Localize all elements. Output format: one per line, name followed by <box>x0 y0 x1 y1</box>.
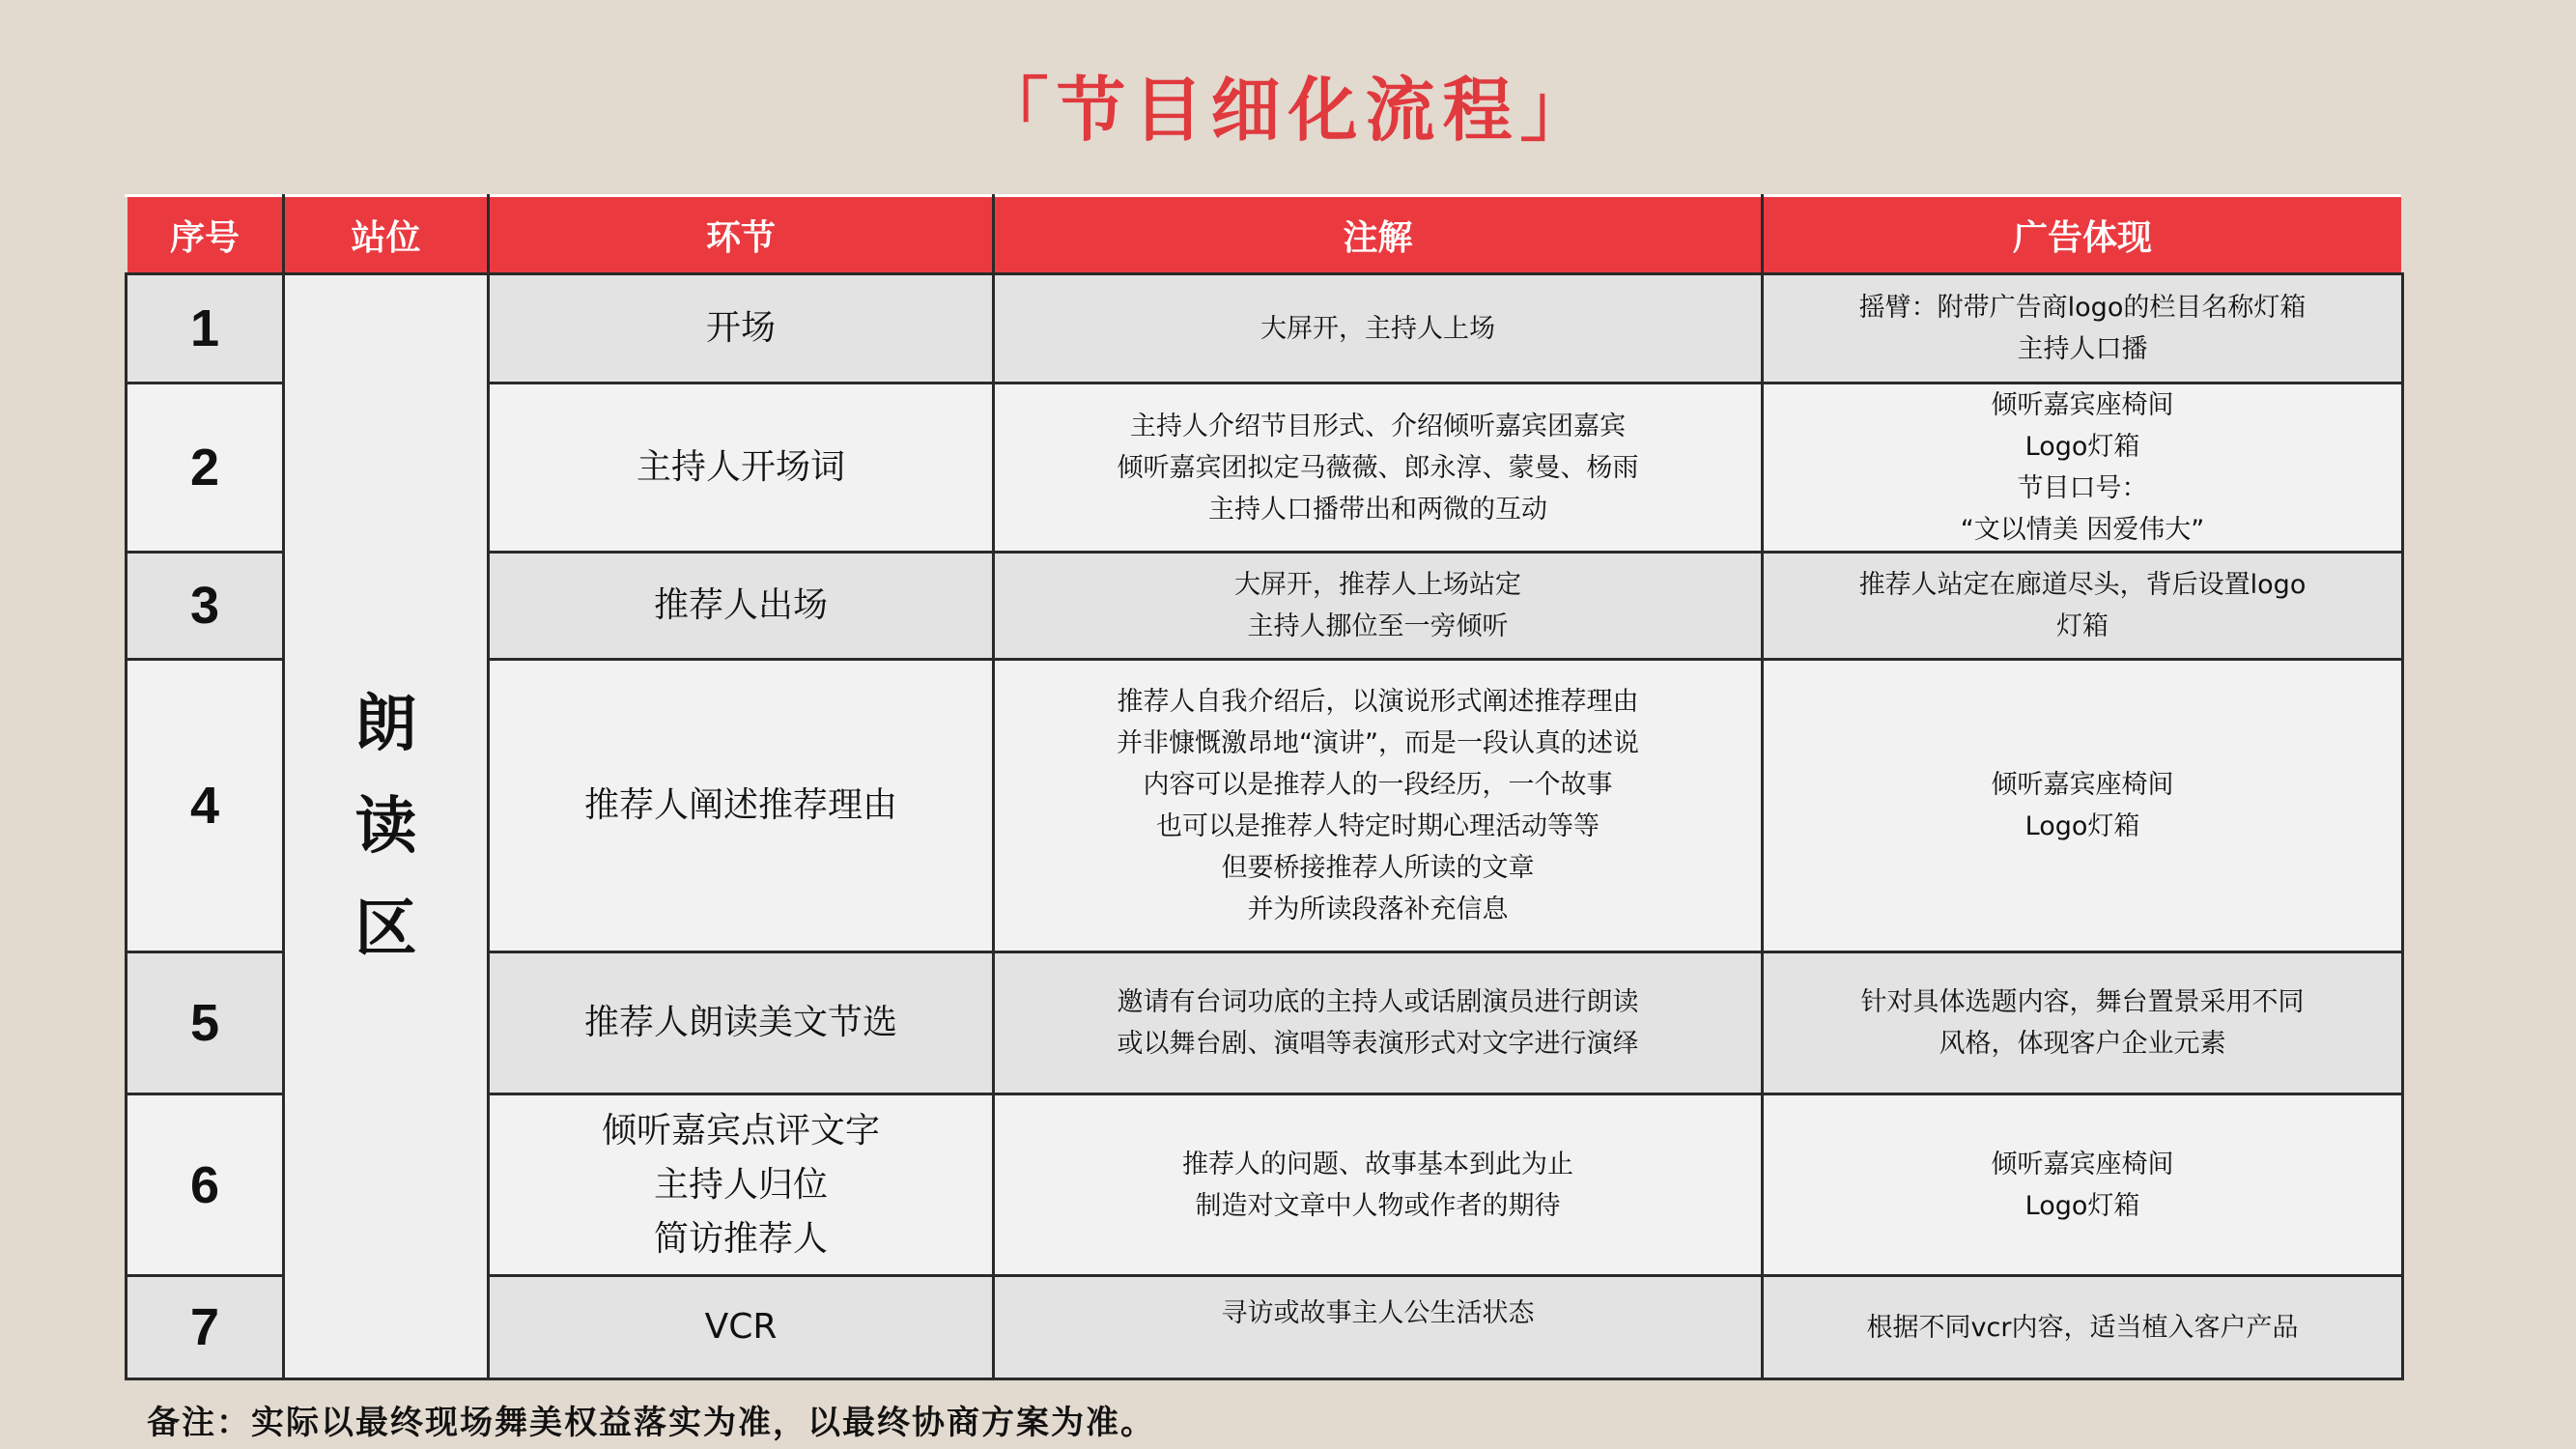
note-line: 大屏开，推荐人上场站定 <box>1234 570 1521 600</box>
table-header-row <box>127 196 2403 274</box>
note-line: 推荐人的问题、故事基本到此为止 <box>1182 1149 1573 1179</box>
note-cell <box>994 1094 1763 1276</box>
ad-cell <box>1763 384 2403 553</box>
ad-line: 风格，体现客户企业元素 <box>1939 1029 2226 1059</box>
note-line: 寻访或故事主人公生活状态 <box>1221 1298 1535 1328</box>
step-text: 推荐人朗读美文节选 <box>583 1003 897 1042</box>
ad-line: 摇臂：附带广告商logo的栏目名称灯箱 <box>1858 293 2307 323</box>
row-number: 7 <box>127 1276 284 1379</box>
step-cell <box>489 384 994 553</box>
ad-line: Logo灯箱 <box>2024 811 2140 841</box>
header-station: 站位 <box>284 196 489 274</box>
header-note: 注解 <box>994 196 1763 274</box>
row-number: 4 <box>127 660 284 952</box>
row-number: 2 <box>127 384 284 553</box>
note-cell <box>994 384 1763 553</box>
note-cell <box>994 952 1763 1094</box>
ad-line: 推荐人站定在廊道尽头，背后设置logo <box>1858 570 2307 600</box>
note-line: 主持人口播带出和两微的互动 <box>1208 494 1547 525</box>
step-cell <box>489 1094 994 1276</box>
ad-line: 节目口号： <box>2017 473 2148 503</box>
station-cell <box>284 274 489 1379</box>
note-cell <box>994 660 1763 952</box>
ad-cell <box>1763 1094 2403 1276</box>
footnote-remark: 备注：实际以最终现场舞美权益落实为准，以最终协商方案为准。 <box>147 1404 1155 1442</box>
note-cell <box>994 274 1763 384</box>
ad-line: 根据不同vcr内容，适当植入客户产品 <box>1866 1312 2299 1343</box>
station-char: 朗 <box>354 688 417 760</box>
ad-line: 针对具体选题内容，舞台置景采用不同 <box>1860 987 2305 1017</box>
note-line: 或以舞台剧、演唱等表演形式对文字进行演绎 <box>1117 1029 1639 1059</box>
ad-line: Logo灯箱 <box>2024 432 2140 462</box>
note-line: 但要桥接推荐人所读的文章 <box>1221 853 1535 883</box>
step-text: 开场 <box>705 308 776 348</box>
note-line: 内容可以是推荐人的一段经历，一个故事 <box>1143 770 1613 800</box>
note-line: 邀请有台词功底的主持人或话剧演员进行朗读 <box>1117 987 1639 1017</box>
note-line: 倾听嘉宾团拟定马薇薇、郎永淳、蒙曼、杨雨 <box>1117 452 1639 483</box>
header-seq: 序号 <box>127 196 284 274</box>
step-text: 简访推荐人 <box>653 1218 828 1259</box>
ad-cell <box>1763 274 2403 384</box>
row-number: 6 <box>127 1094 284 1276</box>
station-char: 读 <box>354 790 417 863</box>
note-line: 推荐人自我介绍后，以演说形式阐述推荐理由 <box>1117 687 1639 717</box>
station-char: 区 <box>354 893 417 965</box>
step-text: 推荐人阐述推荐理由 <box>583 785 897 825</box>
note-line: 大屏开，主持人上场 <box>1260 313 1495 344</box>
step-text: 主持人开场词 <box>636 447 845 487</box>
ad-line: “文以情美 因爱伟大” <box>1960 515 2205 545</box>
program-flow-table <box>125 194 2404 1380</box>
step-cell <box>489 952 994 1094</box>
ad-line: 主持人口播 <box>2017 334 2148 364</box>
ad-cell <box>1763 553 2403 660</box>
step-text: VCR <box>704 1307 778 1347</box>
note-line: 主持人挪位至一旁倾听 <box>1247 611 1509 641</box>
row-number: 1 <box>127 274 284 384</box>
step-cell <box>489 274 994 384</box>
step-text: 倾听嘉宾点评文字 <box>601 1110 880 1151</box>
ad-line: 倾听嘉宾座椅间 <box>1991 390 2174 420</box>
page-title: 「节目细化流程」 <box>978 70 1598 151</box>
note-cell <box>994 1276 1763 1379</box>
step-cell <box>489 660 994 952</box>
step-text: 推荐人出场 <box>653 585 828 625</box>
note-line: 制造对文章中人物或作者的期待 <box>1195 1190 1561 1221</box>
note-line: 并为所读段落补充信息 <box>1247 895 1509 924</box>
ad-line: Logo灯箱 <box>2024 1190 2140 1221</box>
ad-line: 倾听嘉宾座椅间 <box>1991 770 2174 800</box>
header-ad: 广告体现 <box>1763 196 2403 274</box>
row-number: 3 <box>127 553 284 660</box>
row-number: 5 <box>127 952 284 1094</box>
header-step: 环节 <box>489 196 994 274</box>
ad-cell <box>1763 1276 2403 1379</box>
step-cell <box>489 1276 994 1379</box>
ad-line: 灯箱 <box>2056 611 2109 641</box>
note-line: 主持人介绍节目形式、介绍倾听嘉宾团嘉宾 <box>1130 411 1626 441</box>
note-cell <box>994 553 1763 660</box>
ad-cell <box>1763 660 2403 952</box>
step-text: 主持人归位 <box>653 1164 828 1205</box>
note-line: 并非慷慨激昂地“演讲”，而是一段认真的述说 <box>1117 728 1639 758</box>
ad-cell <box>1763 952 2403 1094</box>
ad-line: 倾听嘉宾座椅间 <box>1991 1149 2174 1179</box>
note-line: 也可以是推荐人特定时期心理活动等等 <box>1156 811 1599 841</box>
step-cell <box>489 553 994 660</box>
table-row <box>127 274 2403 384</box>
